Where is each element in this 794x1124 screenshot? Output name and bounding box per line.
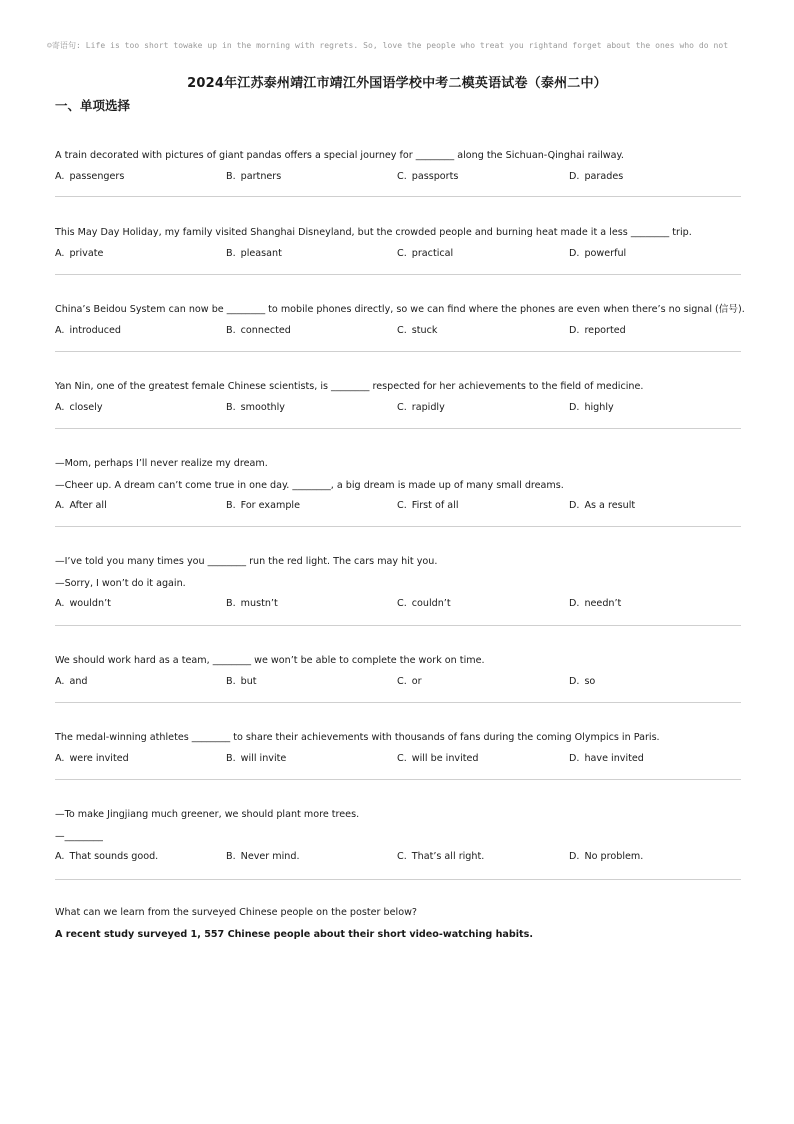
divider <box>55 879 741 880</box>
option-a[interactable]: A. wouldn’t <box>55 598 111 609</box>
option-b[interactable]: B. smoothly <box>226 401 285 413</box>
option-a[interactable]: A. passengers <box>55 170 125 182</box>
option-b[interactable]: B. partners <box>226 170 282 182</box>
option-a[interactable]: A. introduced <box>55 324 122 336</box>
option-c[interactable]: C. That’s all right. <box>397 851 485 862</box>
option-c[interactable]: C. stuck <box>397 324 438 336</box>
option-c[interactable]: C. First of all <box>397 500 459 511</box>
question-4 <box>55 380 741 415</box>
option-d[interactable]: D. needn’t <box>569 598 622 609</box>
option-c[interactable]: C. couldn’t <box>397 598 451 609</box>
option-b[interactable]: B. Never mind. <box>226 851 300 862</box>
option-row <box>55 325 741 338</box>
option-d[interactable]: D. powerful <box>569 247 627 259</box>
question-stem: The medal-winning athletes ________ to share their achievements with thousands of fans during the coming Olympics in Paris. <box>55 732 660 743</box>
option-a[interactable]: A. That sounds good. <box>55 851 159 862</box>
option-c[interactable]: C. passports <box>397 170 459 182</box>
question-stem: —Sorry, I won’t do it again. <box>55 577 186 589</box>
divider <box>55 526 741 527</box>
divider <box>55 274 741 275</box>
question-3 <box>55 303 745 338</box>
option-a[interactable]: A. private <box>55 247 104 259</box>
option-row <box>55 753 741 766</box>
divider <box>55 196 741 197</box>
divider <box>55 779 741 780</box>
motto-line: ☺寄语句: Life is too short towake up in the morning with regrets. So, love the people who treat you rightand forget about the ones who do not <box>47 41 729 50</box>
question-1 <box>55 149 741 184</box>
option-row <box>55 248 741 261</box>
divider <box>55 702 741 703</box>
option-row <box>55 500 741 513</box>
passage-heading: A recent study surveyed 1, 557 Chinese people about their short video-watching habits. <box>55 929 534 940</box>
option-d[interactable]: D. highly <box>569 401 614 413</box>
section-heading: 一、单项选择 <box>55 98 131 113</box>
option-d[interactable]: D. so <box>569 675 596 687</box>
question-stem: —Mom, perhaps I’ll never realize my dream. <box>55 458 268 469</box>
question-stem: We should work hard as a team, ________ we won’t be able to complete the work on time. <box>55 655 485 666</box>
option-d[interactable]: D. No problem. <box>569 851 644 862</box>
option-row <box>55 851 741 864</box>
question-stem: A train decorated with pictures of giant pandas offers a special journey for ________ along the Sichuan-Qinghai railway. <box>55 150 624 161</box>
option-c[interactable]: C. rapidly <box>397 401 445 413</box>
option-b[interactable]: B. but <box>226 675 257 687</box>
option-c[interactable]: C. will be invited <box>397 752 479 764</box>
option-c[interactable]: C. practical <box>397 247 454 259</box>
question-8 <box>55 731 741 766</box>
question-stem: China’s Beidou System can now be ________ to mobile phones directly, so we can find where the phones are even when there’s no signal (信号). <box>55 304 745 315</box>
question-6 <box>55 555 741 611</box>
question-10-stem: What can we learn from the surveyed Chinese people on the poster below? <box>55 907 418 918</box>
question-stem: —I’ve told you many times you ________ run the red light. The cars may hit you. <box>55 556 438 567</box>
question-stem: This May Day Holiday, my family visited Shanghai Disneyland, but the crowded people and burning heat made it a less ________ trip. <box>55 227 692 238</box>
option-b[interactable]: B. will invite <box>226 752 287 764</box>
option-row <box>55 171 741 184</box>
option-b[interactable]: B. connected <box>226 324 291 336</box>
question-stem: Yan Nin, one of the greatest female Chinese scientists, is ________ respected for her achievements to the field of medicine. <box>55 381 644 392</box>
question-7 <box>55 654 741 689</box>
question-stem: —Cheer up. A dream can’t come true in one day. ________, a big dream is made up of many small dreams. <box>55 479 564 491</box>
option-d[interactable]: D. have invited <box>569 752 644 764</box>
option-a[interactable]: A. were invited <box>55 752 129 764</box>
option-b[interactable]: B. mustn’t <box>226 598 278 609</box>
option-row <box>55 676 741 689</box>
option-d[interactable]: D. As a result <box>569 500 636 511</box>
option-a[interactable]: A. closely <box>55 401 103 413</box>
option-a[interactable]: A. After all <box>55 500 107 511</box>
divider <box>55 428 741 429</box>
question-stem: —To make Jingjiang much greener, we should plant more trees. <box>55 809 360 820</box>
divider <box>55 351 741 352</box>
option-b[interactable]: B. pleasant <box>226 247 282 259</box>
option-c[interactable]: C. or <box>397 675 422 687</box>
option-b[interactable]: B. For example <box>226 500 300 511</box>
option-row <box>55 598 741 611</box>
divider <box>55 625 741 626</box>
question-stem: —________ <box>55 830 103 842</box>
question-5 <box>55 457 741 513</box>
page-title: 2024年江苏泰州靖江市靖江外国语学校中考二模英语试卷（泰州二中） <box>187 76 607 91</box>
option-d[interactable]: D. reported <box>569 324 626 336</box>
question-2 <box>55 226 741 261</box>
question-9 <box>55 808 741 864</box>
option-a[interactable]: A. and <box>55 675 88 687</box>
option-d[interactable]: D. parades <box>569 170 624 182</box>
option-row <box>55 402 741 415</box>
